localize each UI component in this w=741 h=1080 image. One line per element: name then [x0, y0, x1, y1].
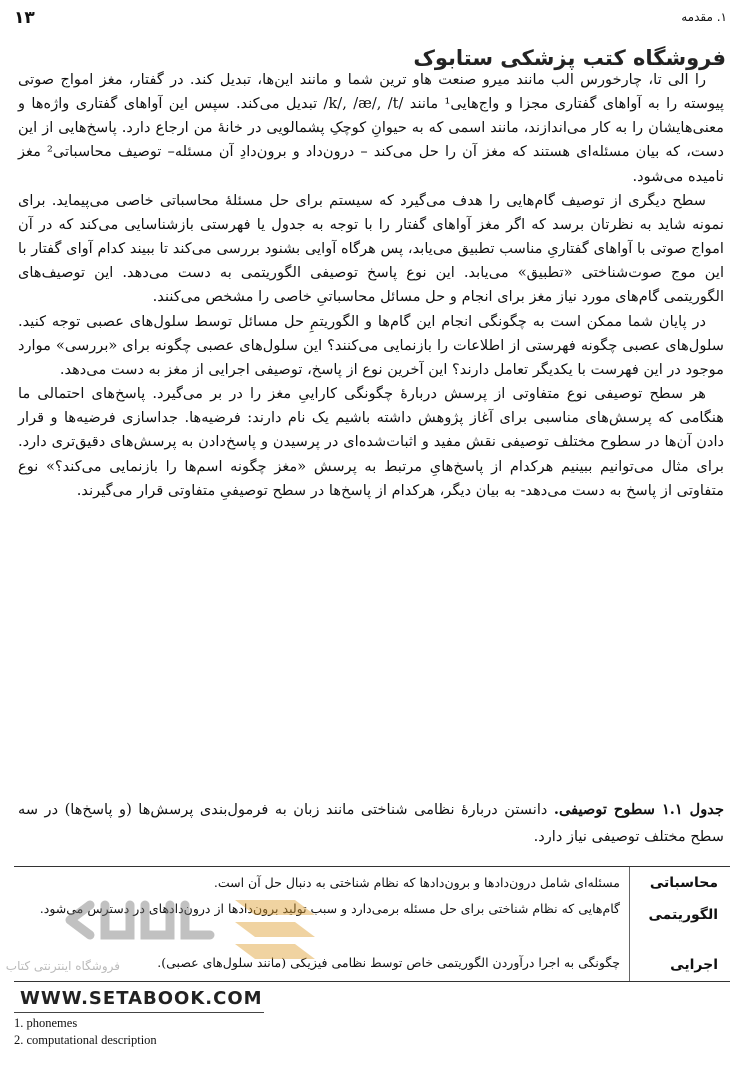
table-caption	[18, 796, 724, 850]
page-number: ۱۳	[14, 8, 35, 28]
row-description: مسئله‌ای شامل درون‌دادها و برون‌دادها که نظام شناختی به دنبال حل آن است.	[213, 875, 620, 890]
footnotes	[14, 1015, 157, 1049]
row-description: چگونگی به اجرا درآوردن الگوریتمی خاص توسط نظامی فیزیکی (مانند سلول‌های عصبی).	[157, 955, 620, 970]
table-caption-text: دانستن دربارهٔ نظامی شناختی مانند زبان به فرمول‌بندی پرسش‌ها (و پاسخ‌ها) در سه سطح مختلف توصیفی نیاز دارد.	[18, 801, 724, 845]
footnote-2: 2. computational description	[14, 1033, 157, 1047]
body-text	[18, 68, 724, 503]
chapter-title: ۱. مقدمه	[681, 10, 727, 24]
footnote-rule	[14, 1012, 264, 1013]
page-header	[14, 8, 727, 30]
footnote-1: 1. phonemes	[14, 1016, 78, 1030]
paragraph-2: سطح دیگری از توصیف گام‌هایی را هدف می‌گیرد که سیستم برای حل مسئلهٔ محاسباتی خاصی می‌پیماید. برای نمونه شاید به نظرتان برسد که اگر مغز آواهای گفتار را با توجه به جدول یا فهرستی بازشناسایی می‌کند که در آن امواج صوتی با آواهای گفتاریِ مناسب تطبیق می‌یابد، پس هرگاه آوایی بشنود بررسی می‌کند تا ببیند کدام آوای گفتار با این موج صوت‌شناختی «تطبیق» می‌یابد. این نوع پاسخ توصیفی الگوریتمی به دست می‌دهد. این توصیف‌های الگوریتمی گام‌های مورد نیاز مغز برای انجام و حل مسائل محاسباتیِ خاصی را مشخص می‌کنند.	[18, 191, 724, 306]
table-divider	[629, 867, 630, 981]
row-label: اجرایی	[670, 957, 718, 973]
paragraph-4: هر سطح توصیفی نوع متفاوتی از پرسش دربارهٔ چگونگی کاراییِ مغز را در بر می‌گیرد. پاسخ‌های احتمالی ما هنگامی که پرسش‌های مناسبی برای آغاز پژوهش داشته باشیم یک نام دارند: فرضیه‌ها. جداسازی فرضیه‌ها و قرار دادن آن‌ها در سطوح مختلف توصیفی نقش مفید و اثبات‌شده‌ای در پرسیدن و پاسخ‌دادن به پرسش‌های دقیق‌تری دارد. برای مثال می‌توانیم ببینیم هرکدام از پاسخ‌هایِ مرتبط به پرسش «مغز چگونه اسم‌ها را بازنمایی می‌کند؟» نوع متفاوتی از پاسخ به دست می‌دهد- به بیان دیگر، هرکدام از پاسخ‌ها در سطح توصیفیِ متفاوتی قرار می‌گیرند.	[18, 385, 724, 499]
watermark-url: WWW.SETABOOK.COM	[20, 988, 263, 1009]
table-caption-label: جدول ۱.۱ سطوح توصیفی.	[553, 801, 724, 818]
paragraph-1: را الی تا، چارخورس الب مانند میرو صنعت هاو ترین شما و مانند این‌ها، تبدیل کند. در گفتار، مغز امواج صوتی پیوسته را به آواهای گفتاری مجزا و واج‌هایی¹ مانند /k/, /æ/, /t/ تبدیل می‌کند. سپس این آواهای گفتاری واژه‌ها و معنی‌هایشان را به کار می‌اندازند، مانند اسمی که به حیوانِ کوچکِ پشمالویی در خانهٔ من ارجاع دارد. پاسخ‌هایی از این دست، که بیان مسئله‌ای هستند که مغز آن را حل می‌کند – درون‌داد و برون‌دادِ آن مسئله– توصیف محاسباتی² مغز نامیده می‌شود.	[18, 71, 724, 185]
logo-subtitle: فروشگاه اینترنتی کتاب	[5, 959, 120, 973]
watermark-store-title: فروشگاه کتب پزشکی ستابوک	[413, 46, 726, 70]
row-description: گام‌هایی که نظام شناختی برای حل مسئله برمی‌دارد و سبب تولید برون‌دادها از درون‌دادهای در دسترس می‌شود.	[39, 901, 620, 916]
row-label: الگوریتمی	[648, 907, 718, 923]
row-label: محاسباتی	[649, 875, 718, 891]
paragraph-3: در پایان شما ممکن است به چگونگی انجام این گام‌ها و الگوریتمِ حل مسائل توسط سلول‌های عصبی توجه کنید. سلول‌های عصبی چگونه فهرستی از اطلاعات را بازنمایی می‌کنند؟ این سلول‌های عصبی چگونه برای «بررسی» موارد موجود در این فهرست با یکدیگر تعامل دارند؟ این آخرین نوع از پاسخ، توصیفی اجرایی از مغز به دست می‌دهد.	[18, 312, 724, 378]
